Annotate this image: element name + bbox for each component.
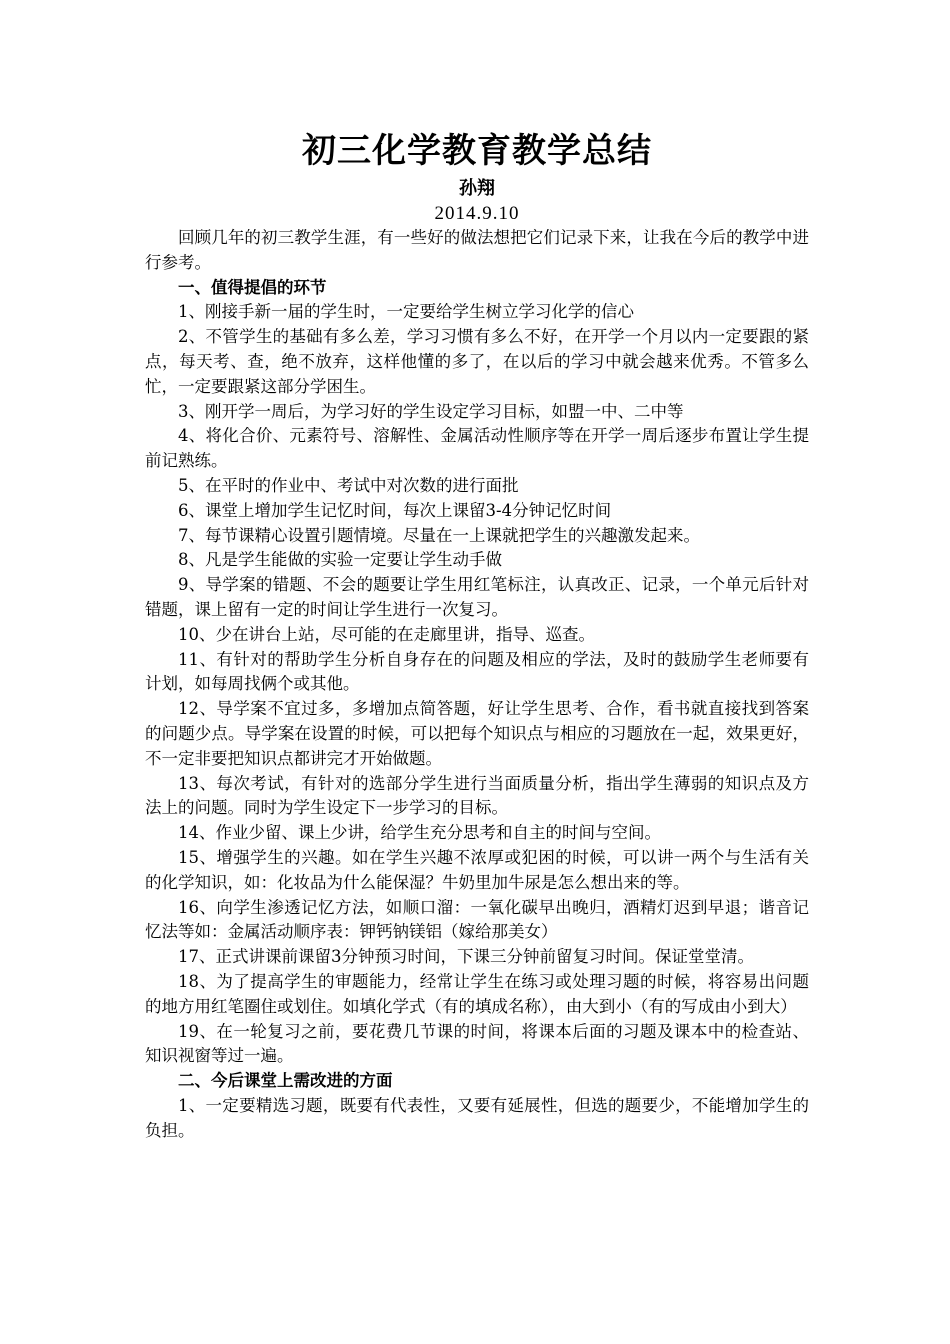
list-item: 1、刚接手新一届的学生时，一定要给学生树立学习化学的信心 — [178, 302, 634, 322]
list-item: 19、在一轮复习之前，要花费几节课的时间，将课本后面的习题及课本中的检查站、知识视窗等过一遍。 — [145, 1021, 809, 1066]
list-item: 16、向学生渗透记忆方法，如顺口溜：一氧化碳早出晚归，酒精灯迟到早退；谐音记忆法等如：金属活动顺序表：钾钙钠镁铝（嫁给那美女） — [145, 897, 809, 942]
author-name: 孙翔 — [459, 178, 495, 199]
list-item: 17、正式讲课前课留3分钟预习时间，下课三分钟前留复习时间。保证堂堂清。 — [178, 947, 754, 967]
document-date: 2014.9.10 — [434, 203, 520, 224]
list-item: 14、作业少留、课上少讲，给学生充分思考和自主的时间与空间。 — [178, 823, 661, 843]
list-item: 13、每次考试，有针对的选部分学生进行当面质量分析，指出学生薄弱的知识点及方法上的问题。同时为学生设定下一步学习的目标。 — [145, 773, 809, 818]
list-item: 8、凡是学生能做的实验一定要让学生动手做 — [178, 550, 502, 570]
list-item: 6、课堂上增加学生记忆时间，每次上课留3-4分钟记忆时间 — [178, 500, 612, 520]
list-item: 11、有针对的帮助学生分析自身存在的问题及相应的学法，及时的鼓励学生老师要有计划，如每周找俩个或其他。 — [145, 649, 809, 694]
list-item: 2、不管学生的基础有多么差，学习习惯有多么不好，在开学一个月以内一定要跟的紧点，每天考、查，绝不放弃，这样他懂的多了，在以后的学习中就会越来优秀。不管多么忙，一定要跟紧这部分学困生。 — [145, 327, 809, 396]
list-item: 3、刚开学一周后，为学习好的学生设定学习目标，如盟一中、二中等 — [178, 401, 684, 421]
list-item: 7、每节课精心设置引题情境。尽量在一上课就把学生的兴趣激发起来。 — [178, 525, 700, 545]
section-heading-2: 二、今后课堂上需改进的方面 — [178, 1071, 393, 1091]
document-page — [145, 128, 809, 1143]
list-item: 12、导学案不宜过多，多增加点简答题，好让学生思考、合作，看书就直接找到答案的问题少点。导学案在设置的时候，可以把每个知识点与相应的习题放在一起，效果更好，不一定非要把知识点都讲完才开始做题。 — [145, 699, 809, 768]
list-item: 1、一定要精选习题，既要有代表性，又要有延展性，但选的题要少，不能增加学生的负担。 — [145, 1095, 809, 1140]
list-item: 5、在平时的作业中、考试中对次数的进行面批 — [178, 475, 519, 495]
list-item: 15、增强学生的兴趣。如在学生兴趣不浓厚或犯困的时候，可以讲一两个与生活有关的化学知识，如：化妆品为什么能保湿？牛奶里加牛尿是怎么想出来的等。 — [145, 847, 809, 892]
section-heading-1: 一、值得提倡的环节 — [178, 277, 327, 297]
list-item: 4、将化合价、元素符号、溶解性、金属活动性顺序等在开学一周后逐步布置让学生提前记熟练。 — [145, 426, 809, 471]
intro-paragraph: 回顾几年的初三教学生涯，有一些好的做法想把它们记录下来，让我在今后的教学中进行参考。 — [145, 228, 809, 272]
document-title: 初三化学教育教学总结 — [302, 131, 652, 171]
list-item: 10、少在讲台上站，尽可能的在走廊里讲，指导、巡查。 — [178, 624, 595, 644]
list-item: 9、导学案的错题、不会的题要让学生用红笔标注，认真改正、记录，一个单元后针对错题，课上留有一定的时间让学生进行一次复习。 — [145, 575, 809, 619]
list-item: 18、为了提高学生的审题能力，经常让学生在练习或处理习题的时候，将容易出问题的地方用红笔圈住或划住。如填化学式（有的填成名称），由大到小（有的写成由小到大） — [145, 971, 809, 1016]
